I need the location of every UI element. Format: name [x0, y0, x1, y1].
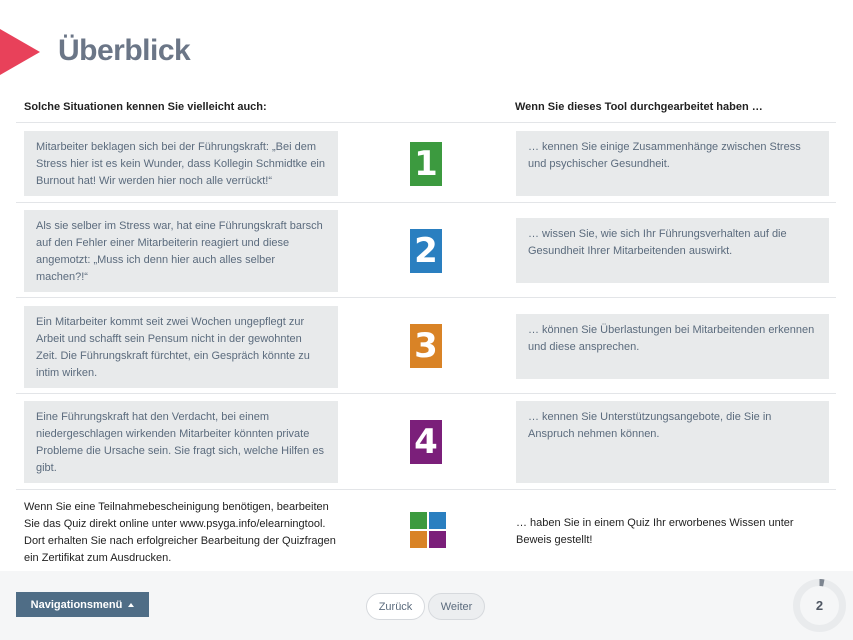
footer-bar: [0, 571, 853, 640]
page-number: 2: [815, 598, 824, 613]
quiz-tiles-icon: [410, 512, 446, 548]
overview-row-4: [16, 393, 836, 490]
outcome-box-4: … kennen Sie Unterstützungsangebote, die Sie in Anspruch nehmen können.: [516, 401, 829, 483]
number-badge-4: 4: [410, 420, 442, 464]
navigation-menu-label: Navigationsmenü: [30, 598, 123, 611]
number-badge-3: 3: [410, 324, 442, 368]
overview-row-3: [16, 297, 836, 394]
number-badge-1: 1: [410, 142, 442, 186]
number-badge-2: 2: [410, 229, 442, 273]
outcome-box-2: … wissen Sie, wie sich Ihr Führungsverhalten auf die Gesundheit Ihrer Mitarbeitenden auswirkt.: [516, 218, 829, 283]
situation-box-4: Eine Führungskraft hat den Verdacht, bei einem niedergeschlagen wirkenden Mitarbeiter könnten private Probleme die Ursache sein. Sie fragt sich, welche Hilfen es gibt.: [24, 401, 338, 483]
progress-indicator: [792, 578, 847, 633]
overview-row-2: [16, 202, 836, 298]
navigation-menu-button[interactable]: [16, 592, 149, 617]
outcome-box-3: … können Sie Überlastungen bei Mitarbeitenden erkennen und diese ansprechen.: [516, 314, 829, 379]
quiz-info-text: Wenn Sie eine Teilnahmebescheinigung benötigen, bearbeiten Sie das Quiz direkt online unter www.psyga.info/elearningtool. Dort erhalten Sie nach erfolgreicher Bearbeitung der Quizfragen ein Zertifikat zum Ausdrucken.: [24, 501, 336, 564]
right-column-heading: Wenn Sie dieses Tool durchgearbeitet haben …: [515, 101, 763, 113]
page-title: Überblick: [58, 34, 191, 67]
outcome-box-1: … kennen Sie einige Zusammenhänge zwischen Stress und psychischer Gesundheit.: [516, 131, 829, 196]
next-button[interactable]: Weiter: [428, 593, 485, 620]
caret-up-icon: [128, 603, 134, 607]
overview-row-1: [16, 122, 836, 203]
back-button[interactable]: Zurück: [366, 593, 425, 620]
left-column-heading: Solche Situationen kennen Sie vielleicht auch:: [24, 101, 267, 113]
situation-box-2: Als sie selber im Stress war, hat eine Führungskraft barsch auf den Fehler einer Mitarbeiterin reagiert und diese angemotzt: „Muss ich denn hier auch alles selber machen?!“: [24, 210, 338, 292]
quiz-row: [16, 489, 836, 572]
situation-box-1: Mitarbeiter beklagen sich bei der Führungskraft: „Bei dem Stress hier ist es kein Wunder, dass Kollegin Schmidtke ein Burnout hat! Wir werden hier noch alle verrückt!“: [24, 131, 338, 196]
quiz-outcome-text: … haben Sie in einem Quiz Ihr erworbenes Wissen unter Beweis gestellt!: [516, 517, 794, 546]
situation-box-3: Ein Mitarbeiter kommt seit zwei Wochen ungepflegt zur Arbeit und schafft sein Pensum nicht in der gewohnten Zeit. Die Führungskraft fürchtet, ein Gespräch könnte zu intim wirken.: [24, 306, 338, 388]
title-marker: [0, 29, 40, 75]
